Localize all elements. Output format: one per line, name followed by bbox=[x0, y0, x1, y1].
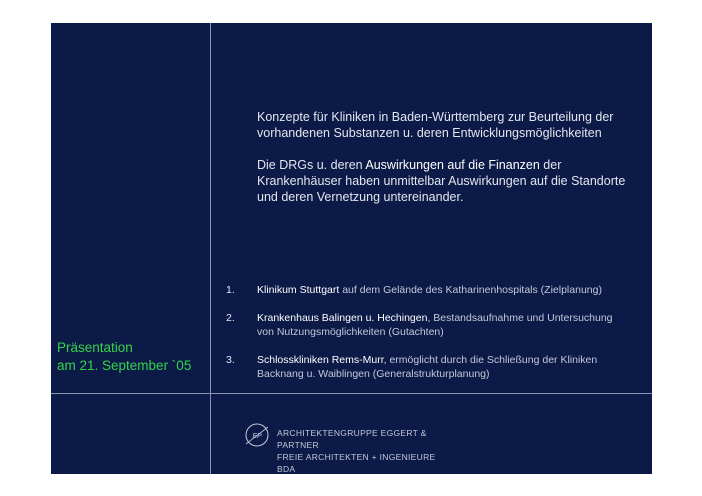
project-number: 1. bbox=[226, 284, 235, 296]
slide bbox=[51, 23, 652, 474]
firm-line-1: ARCHITEKTENGRUPPE EGGERT & bbox=[277, 428, 427, 438]
project-item-2 bbox=[226, 311, 626, 339]
firm-line-4: BDA bbox=[277, 464, 296, 474]
firm-name bbox=[277, 427, 447, 474]
intro-paragraph-2-start: Die DRGs u. deren bbox=[257, 158, 366, 172]
project-item-1 bbox=[226, 283, 626, 297]
project-title: Klinikum Stuttgart bbox=[257, 284, 340, 296]
intro-paragraph-1: Konzepte für Kliniken in Baden-Württemberg zur Beurteilung der vorhandenen Substanzen u. deren Entwicklungsmöglichkeiten bbox=[257, 110, 614, 140]
presentation-date bbox=[57, 339, 212, 375]
firm-line-3: FREIE ARCHITEKTEN + INGENIEURE bbox=[277, 452, 436, 462]
project-description: auf dem Gelände des Katharinenhospitals (Zielplanung) bbox=[339, 284, 602, 296]
logo-text: EP bbox=[252, 433, 262, 440]
firm-logo-icon bbox=[244, 422, 270, 448]
presentation-date-text: am 21. September `05 bbox=[57, 358, 192, 373]
firm-line-2: PARTNER bbox=[277, 440, 319, 450]
intro-paragraph-2 bbox=[257, 157, 637, 205]
project-description: , ermöglicht durch die Schließung der Kliniken Backnang u. Waiblingen (Generalstrukturplanung) bbox=[257, 354, 598, 380]
intro-text bbox=[257, 109, 637, 221]
project-title: Krankenhaus Balingen u. Hechingen bbox=[257, 312, 428, 324]
project-list bbox=[226, 283, 626, 395]
intro-highlight: Auswirkungen auf die Finanzen bbox=[365, 158, 540, 172]
project-title: Schlosskliniken Rems-Murr bbox=[257, 354, 384, 366]
presentation-label: Präsentation bbox=[57, 340, 133, 355]
intro-paragraph-2-end: der Krankenhäuser haben unmittelbar Auswirkungen auf die Standorte und deren Vernetzung untereinander. bbox=[257, 158, 626, 204]
project-number: 3. bbox=[226, 354, 235, 366]
project-description: , Bestandsaufnahme und Untersuchung von Nutzungsmöglichkeiten (Gutachten) bbox=[257, 312, 613, 338]
project-item-3 bbox=[226, 353, 626, 381]
project-number: 2. bbox=[226, 312, 235, 324]
vertical-divider bbox=[210, 23, 211, 474]
